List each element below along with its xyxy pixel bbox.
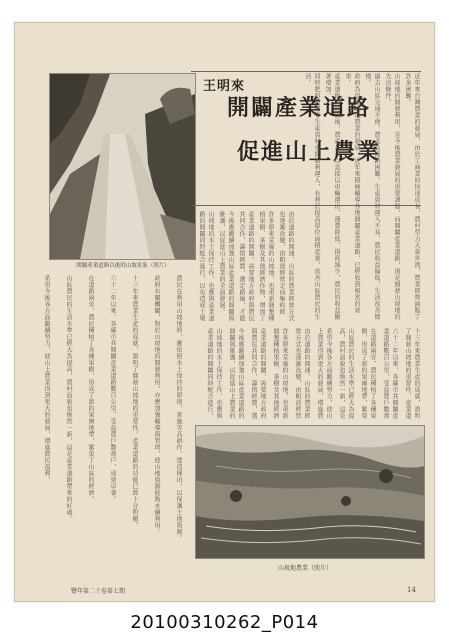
text-column: 近年來台灣農業的發展，由於工商業的快速成長，農村勞力大量外流，農業經營面臨了許多困難。	[404, 73, 420, 320]
road-photo-image	[50, 74, 195, 259]
headline-top-rule	[191, 71, 421, 72]
bottom-photo-caption: 山坡地農業（照片）	[277, 565, 332, 572]
page-number: 14	[407, 586, 416, 594]
text-column: 產業道路的開闢，需要地方政府與農民共同合作，籌措經費，選	[250, 328, 266, 419]
text-column: 許多原來荒廢的山坡地，也重新開墾種植果樹、茶樹及其他經濟作物，增加了	[258, 211, 274, 322]
terrace-photo	[195, 425, 425, 559]
text-column: 同時肥料農藥等生產資材也能順利運入，有利於提高單位面積產量，改善山區農民的生活。	[304, 73, 320, 320]
text-column: 六十二年以來，各縣市共開闢產業道路數百公里，受益農戶數萬戶，成效卓著。	[109, 275, 116, 503]
text-column: 由於道路的開通，山區的農業經營方式也逐漸改變，由粗放經營走向集約經	[278, 211, 294, 322]
top-photo-caption: 開闢產業道路以後的山坡景象（照片）	[76, 263, 170, 269]
text-column: 在道路兩旁，農民種植了各種果樹，形成了新的果園地帶，繁榮	[360, 328, 376, 419]
headline-line-2: 促進山上農業	[237, 139, 382, 165]
text-column: 今後應繼續加強山區產業道路的開闢與維護，以促進山上農業的	[228, 328, 244, 419]
text-column: 政府為促進山地農業的發展，近年來積極輔導各地開闢產業道路，已經收到相當的效果。	[344, 73, 360, 314]
text-column: 希望今後各方面繼續努力，使山上農業得到更大的發展，增進農	[316, 328, 332, 419]
text-column: 農民在利用山坡地時，應依照水土保持的原則，實施等高耕作，建造梯田，以保護土地資源。	[175, 275, 182, 542]
text-column: 山坡地的水土保持工作，也應與產業道路的開闢同時配合進行，以免造成土壤	[198, 211, 214, 322]
text-column: 由於道路的開通，山區的農業經營方式也逐漸改變，由粗放經營	[294, 328, 310, 419]
text-column: 十三年來農業生產的成就，證明了開發山坡地的重要性，產業道	[404, 328, 420, 419]
terrace-photo-image	[196, 426, 424, 558]
author-name: 王明來	[203, 79, 246, 94]
text-column: 希望今後各方面繼續努力，使山上農業得到更大的發展，增進農民福利。	[43, 275, 50, 483]
text-column: 山區農民的生活水準已經大為提高，農村面貌也煥然一新，這是產業道路帶來的好處。	[65, 275, 72, 522]
text-column: 產業道路的開闢，需要地方政府與農民共同合作，籌措經費，選定路線，才能	[238, 211, 254, 322]
road-photo	[49, 73, 196, 260]
footer-publication: 豐年第二十卷第七期	[71, 588, 126, 595]
headline-line-1: 開闢產業道路	[227, 95, 372, 121]
text-column: 許多原來荒廢的山坡地，也重新開墾種植果樹、茶樹及其他經濟	[272, 328, 288, 419]
scan-id-label: 20100310262_P014	[130, 612, 319, 633]
text-column: 山區農民的生活水準已經大為提高，農村面貌也煥然一新，這是	[338, 328, 354, 419]
text-column: 十三年來農業生產的成就，證明了開發山坡地的重要性，產業道路的功能已經十分明顯。	[131, 275, 138, 529]
text-column: 今後應繼續加強山區產業道路的開闢與維護，以促進山上農業的全面發展。	[218, 211, 234, 322]
text-column: 在道路兩旁，農民種植了各種果樹，形成了新的果園地帶，繁榮了山區的經濟。	[87, 275, 94, 503]
text-column: 產業道路開通以後，農產品可以直接以車輛運出，運費降低，損耗減少，農民的收益顯著增加。	[324, 73, 340, 320]
text-column: 政府有關機關，對於山坡地的開發利用，亦應加強輔導與管理，使山地資源能夠永續利用。	[153, 275, 160, 535]
text-column: 山坡地的開發利用，是今後農業發展的重要課題，而開闢產業道路，則是開發山坡地的先決條件。	[384, 73, 400, 320]
text-column: 過去山區交通不便，農產品運銷困難，生產資材運入不易，農民收益偏低，生活改善緩慢。	[364, 73, 380, 320]
text-column: 六十二年以來，各縣市共開闢產業道路數百公里，受益農戶數萬	[382, 328, 398, 419]
magazine-page	[14, 22, 435, 602]
text-column: 山坡地的水土保持工作，也應與產業道路的開闢同時配合進行，	[206, 328, 222, 419]
